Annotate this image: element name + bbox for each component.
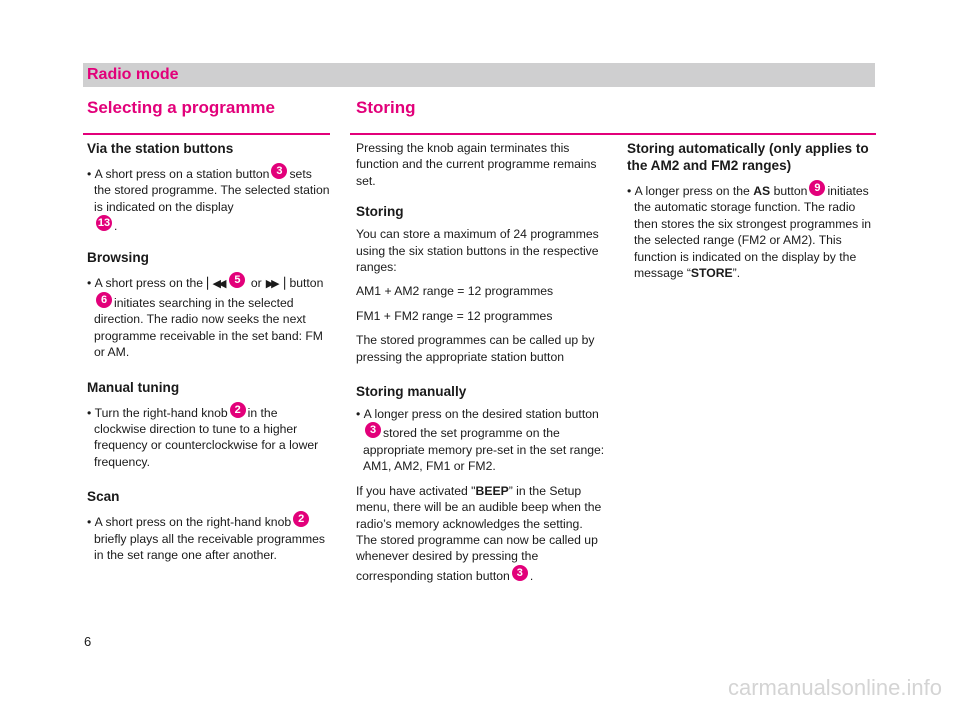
badge-2: 2 [230,402,246,418]
column-storing-auto [627,140,877,289]
badge-3-beep: 3 [512,565,528,581]
para-storing-manually: • A longer press on the desired station button3 stored the set programme on the appropriate memory pre-set in the set range: AM1, AM2, FM1 or FM2. [356,407,605,474]
skip-back-icon: ▏◀◀ [207,277,224,290]
storing-title: Storing [356,98,416,117]
badge-3: 3 [271,163,287,179]
selecting-programme-title: Selecting a programme [87,98,276,117]
para-fm-range: FM1 + FM2 range = 12 programmes [356,308,553,323]
section-header-title: Radio mode [87,66,179,83]
heading-storing: Storing [356,204,404,220]
watermark: carmanualsonline.info [727,675,942,700]
skip-forward-icon: ▶▶▕ [265,277,283,290]
left-title-rule [83,133,330,135]
badge-3-manual: 3 [365,422,381,438]
badge-13: 13 [97,217,111,230]
heading-manual-tuning: Manual tuning [87,379,180,395]
para-station-press: • A short press on a station button 3 sets the stored programme. The selected station is indicated on the display 13 . [87,165,330,234]
para-storing-auto: • A longer press on the AS button 9 initiates the automatic storage function. The radio then stores the six strongest programmes in the selected range (FM2 or AM2). This function is indicated on the display by the message “STORE”. [627,182,872,281]
para-scan: • A short press on the right-hand knob 2briefly plays all the receivable programmes in the set range one after another. [87,513,325,563]
heading-storing-automatically: Storing automatically (only applies to the AM2 and FM2 ranges) [627,141,869,173]
page-number: 6 [84,634,92,649]
heading-scan: Scan [87,489,120,505]
para-beep: If you have activated "BEEP” in the Setup menu, there will be an audible beep when the radio’s memory acknowledges the setting. The stored programme can now be called up whenever desired by pressing the corresponding station button 3 . [356,483,602,583]
column-selecting [87,140,332,572]
badge-9: 9 [809,180,825,196]
badge-2-scan: 2 [293,511,309,527]
para-call-up: The stored programmes can be called up by pressing the appropriate station button [356,333,595,364]
badge-6: 6 [96,292,112,308]
para-storing-max: You can store a maximum of 24 programmes using the six station buttons in the respective ranges: [356,227,599,275]
para-intro: Pressing the knob again terminates this function and the current programme remains set. [356,141,597,188]
heading-station-buttons: Via the station buttons [87,141,234,156]
para-browsing: • A short press on the ▏◀◀ 5 or ▶▶▕ button6 initiates searching in the selected direction. The radio now seeks the next programme receivable in the set band: FM or AM. [87,273,324,360]
column-storing [356,140,606,592]
heading-browsing: Browsing [87,249,149,265]
badge-5: 5 [229,272,245,288]
section-header-bar [83,63,875,87]
para-am-range: AM1 + AM2 range = 12 programmes [356,284,554,299]
para-manual-tuning: • Turn the right-hand knob 2 in the clockwise direction to tune to a higher frequency or counterclockwise for a lower frequency. [87,403,319,469]
heading-storing-manually: Storing manually [356,384,467,400]
right-title-rule [350,133,876,135]
